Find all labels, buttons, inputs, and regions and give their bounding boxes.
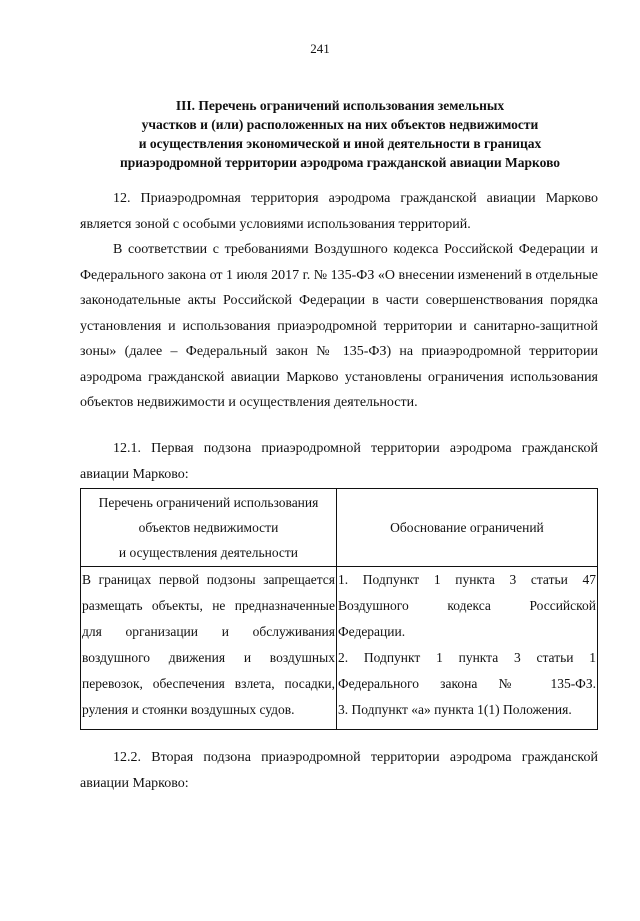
restrictions-table bbox=[80, 488, 598, 730]
cell-line: Федерального закона № 135-ФЗ. bbox=[337, 676, 596, 691]
cell-line: 3. Подпункт «а» пункта 1(1) Положения. bbox=[337, 702, 572, 717]
header-line: объектов недвижимости bbox=[138, 520, 279, 535]
cell-line: для организации и обслуживания bbox=[82, 624, 335, 639]
cell-line: В границах первой подзоны запрещается bbox=[82, 572, 335, 587]
paragraph-12-2: 12.2. Вторая подзона приаэродромной территории аэродрома гражданской авиации Марково: bbox=[80, 750, 598, 791]
cell-line: перевозок, обеспечения взлета, посадки, bbox=[82, 676, 335, 691]
paragraph-12-1: 12.1. Первая подзона приаэродромной территории аэродрома гражданской авиации Марково: bbox=[80, 441, 598, 482]
justification-text bbox=[336, 567, 597, 730]
restriction-text bbox=[81, 567, 337, 730]
paragraph-legal-basis: В соответствии с требованиями Воздушного кодекса Российской Федерации и Федерального закона от 1 июля 2017 г. № 135-ФЗ «О внесении изменений в отдельные законодательные акты Российской Федерации в части совершенствования порядка установления и использования приаэродромной территории и санитарно-защитной зоны» (далее – Федеральный закон № 135-ФЗ) на приаэродромной территории аэродрома гражданской авиации Марково установлены ограничения использования объектов недвижимости и осуществления деятельности. bbox=[80, 242, 598, 410]
cell-line: 1. Подпункт 1 пункта 3 статьи 47 bbox=[337, 572, 596, 587]
cell-line: размещать объекты, не предназначенные bbox=[82, 598, 335, 613]
header-line: Перечень ограничений использования bbox=[98, 495, 319, 510]
cell-line: 2. Подпункт 1 пункта 3 статьи 1 bbox=[337, 650, 596, 665]
header-line: и осуществления деятельности bbox=[118, 545, 299, 560]
cell-line: Федерации. bbox=[337, 624, 406, 639]
section-title-line: приаэродромной территории аэродрома гражданской авиации Марково bbox=[119, 155, 561, 170]
paragraph-12: 12. Приаэродромная территория аэродрома гражданской авиации Марково является зоной с особыми условиями использования территорий. bbox=[80, 191, 598, 232]
header-justification: Обоснование ограничений bbox=[336, 489, 597, 567]
cell-line: воздушного движения и воздушных bbox=[82, 650, 335, 665]
section-title-line: III. Перечень ограничений использования земельных bbox=[175, 98, 505, 113]
section-title-line: и осуществления экономической и иной деятельности в границах bbox=[138, 136, 542, 151]
section-title-line: участков и (или) расположенных на них объектов недвижимости bbox=[141, 117, 539, 132]
table-row bbox=[81, 567, 598, 730]
cell-line: руления и стоянки воздушных судов. bbox=[82, 702, 295, 717]
page-number: 241 bbox=[310, 41, 330, 56]
table-header-row bbox=[81, 489, 598, 567]
section-title bbox=[80, 96, 600, 172]
cell-line: Воздушного кодекса Российской bbox=[337, 598, 596, 613]
header-restrictions-list bbox=[81, 489, 337, 567]
